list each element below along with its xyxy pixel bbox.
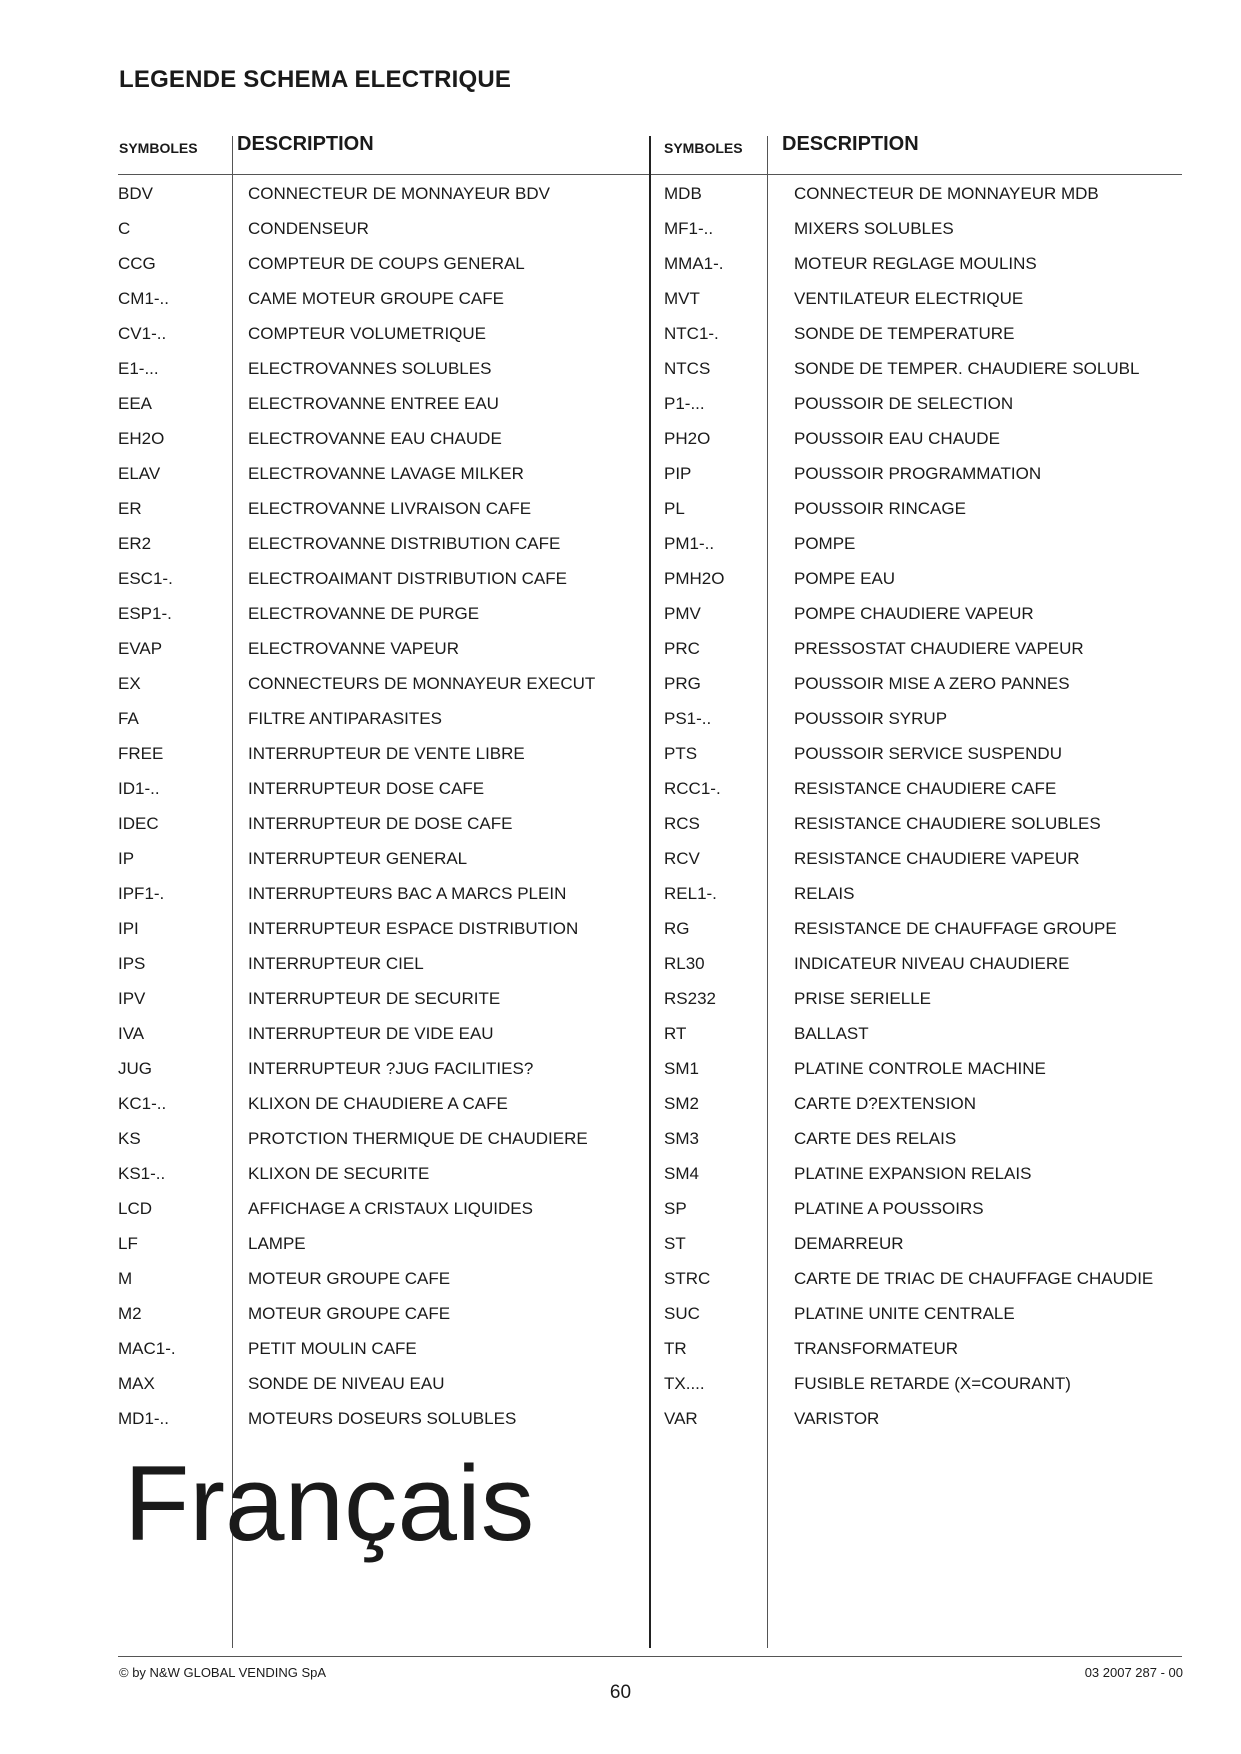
legend-row — [664, 386, 1184, 421]
legend-row — [664, 246, 1184, 281]
legend-symbol: IVA — [118, 1024, 145, 1043]
legend-symbol: KS1-.. — [118, 1164, 166, 1183]
legend-symbol: IPS — [118, 954, 146, 973]
legend-symbol: EH2O — [118, 429, 165, 448]
legend-symbol: NTC1-. — [664, 324, 719, 343]
legend-row — [664, 1261, 1184, 1296]
legend-symbol: PM1-.. — [664, 534, 715, 553]
legend-symbol: IPI — [118, 919, 139, 938]
legend-row — [664, 701, 1184, 736]
legend-symbol: PH2O — [664, 429, 711, 448]
legend-description: POUSSOIR SYRUP — [794, 709, 948, 728]
legend-row — [118, 806, 638, 841]
legend-row — [664, 981, 1184, 1016]
legend-description: CONNECTEURS DE MONNAYEUR EXECUT — [248, 674, 596, 693]
legend-row — [664, 526, 1184, 561]
legend-row — [118, 421, 638, 456]
legend-symbol: SUC — [664, 1304, 700, 1323]
legend-row — [118, 351, 638, 386]
legend-symbol: JUG — [118, 1059, 152, 1078]
language-label: Français — [124, 1443, 535, 1563]
legend-description: ELECTROVANNE VAPEUR — [248, 639, 459, 658]
legend-description: CONDENSEUR — [248, 219, 369, 238]
legend-description: RELAIS — [794, 884, 855, 903]
legend-symbol: MVT — [664, 289, 700, 308]
legend-row — [118, 561, 638, 596]
left-description-header: DESCRIPTION — [237, 133, 374, 155]
legend-description: ELECTROVANNE LAVAGE MILKER — [248, 464, 524, 483]
legend-description: ELECTROVANNE EAU CHAUDE — [248, 429, 502, 448]
legend-row — [664, 316, 1184, 351]
legend-row — [664, 351, 1184, 386]
legend-description: MOTEUR GROUPE CAFE — [248, 1269, 451, 1288]
legend-symbol: RCS — [664, 814, 700, 833]
legend-description: POUSSOIR DE SELECTION — [794, 394, 1014, 413]
legend-row — [118, 491, 638, 526]
legend-symbol: RT — [664, 1024, 687, 1043]
legend-row — [118, 666, 638, 701]
legend-description: KLIXON DE CHAUDIERE A CAFE — [248, 1094, 508, 1113]
legend-row — [664, 806, 1184, 841]
legend-description: ELECTROVANNE DE PURGE — [248, 604, 480, 623]
legend-row — [664, 666, 1184, 701]
legend-row — [118, 456, 638, 491]
legend-row — [118, 1226, 638, 1261]
legend-symbol: ER — [118, 499, 142, 518]
legend-description: RESISTANCE CHAUDIERE SOLUBLES — [794, 814, 1101, 833]
legend-description: RESISTANCE CHAUDIERE CAFE — [794, 779, 1057, 798]
legend-row — [118, 981, 638, 1016]
legend-row — [118, 631, 638, 666]
legend-row — [664, 911, 1184, 946]
legend-description: INTERRUPTEURS BAC A MARCS PLEIN — [248, 884, 567, 903]
legend-symbol: TR — [664, 1339, 687, 1358]
legend-symbol: SM3 — [664, 1129, 699, 1148]
legend-description: SONDE DE TEMPER. CHAUDIERE SOLUBL — [794, 359, 1140, 378]
legend-description: INTERRUPTEUR DE DOSE CAFE — [248, 814, 513, 833]
legend-description: POUSSOIR PROGRAMMATION — [794, 464, 1042, 483]
legend-symbol: MAX — [118, 1374, 155, 1393]
legend-description: PRISE SERIELLE — [794, 989, 932, 1008]
legend-symbol: EEA — [118, 394, 153, 413]
legend-symbol: PS1-.. — [664, 709, 712, 728]
legend-description: INTERRUPTEUR CIEL — [248, 954, 424, 973]
legend-description: POMPE EAU — [794, 569, 896, 588]
legend-description: PETIT MOULIN CAFE — [248, 1339, 417, 1358]
legend-symbol: STRC — [664, 1269, 711, 1288]
legend-row — [664, 876, 1184, 911]
legend-row — [664, 1086, 1184, 1121]
legend-row — [664, 841, 1184, 876]
center-divider — [649, 136, 651, 1648]
legend-symbol: ER2 — [118, 534, 152, 553]
legend-row — [118, 1156, 638, 1191]
legend-symbol: IPV — [118, 989, 146, 1008]
legend-symbol: REL1-. — [664, 884, 717, 903]
legend-row — [664, 631, 1184, 666]
footer-doc-code: 03 2007 287 - 00 — [1084, 1665, 1183, 1680]
legend-description: PRESSOSTAT CHAUDIERE VAPEUR — [794, 639, 1084, 658]
legend-row — [664, 1121, 1184, 1156]
legend-symbol: RCV — [664, 849, 700, 868]
legend-row — [664, 561, 1184, 596]
legend-row — [118, 1016, 638, 1051]
legend-row — [118, 281, 638, 316]
legend-description: COMPTEUR DE COUPS GENERAL — [248, 254, 525, 273]
legend-row — [118, 386, 638, 421]
legend-symbol: MDB — [664, 184, 702, 203]
legend-symbol: MMA1-. — [664, 254, 724, 273]
legend-symbol: LF — [118, 1234, 138, 1253]
legend-symbol: VAR — [664, 1409, 698, 1428]
legend-description: ELECTROVANNE LIVRAISON CAFE — [248, 499, 532, 518]
legend-row — [118, 246, 638, 281]
legend-row — [664, 211, 1184, 246]
legend-description: POUSSOIR EAU CHAUDE — [794, 429, 1000, 448]
legend-symbol: BDV — [118, 184, 153, 203]
legend-row — [118, 701, 638, 736]
legend-row — [664, 1156, 1184, 1191]
legend-symbol: PTS — [664, 744, 698, 763]
legend-row — [664, 1191, 1184, 1226]
legend-symbol: ST — [664, 1234, 686, 1253]
footer-rule — [118, 1656, 1182, 1657]
legend-description: CAME MOTEUR GROUPE CAFE — [248, 289, 504, 308]
legend-symbol: PRG — [664, 674, 701, 693]
legend-symbol: NTCS — [664, 359, 711, 378]
legend-symbol: MD1-.. — [118, 1409, 169, 1428]
legend-symbol: E1-... — [118, 359, 159, 378]
legend-row — [664, 1016, 1184, 1051]
legend-row — [118, 1331, 638, 1366]
legend-symbol: CCG — [118, 254, 156, 273]
legend-row — [664, 1331, 1184, 1366]
right-symbols-header: SYMBOLES — [664, 140, 743, 156]
legend-description: VARISTOR — [794, 1409, 880, 1428]
legend-description: CARTE DE TRIAC DE CHAUFFAGE CHAUDIE — [794, 1269, 1154, 1288]
legend-description: ELECTROVANNE ENTREE EAU — [248, 394, 499, 413]
legend-row — [664, 1401, 1184, 1436]
legend-symbol: RCC1-. — [664, 779, 721, 798]
legend-row — [664, 281, 1184, 316]
legend-symbol: PMH2O — [664, 569, 725, 588]
legend-symbol: C — [118, 219, 131, 238]
legend-description: POMPE — [794, 534, 856, 553]
left-legend-list — [118, 176, 638, 1436]
legend-row — [118, 771, 638, 806]
legend-symbol: IDEC — [118, 814, 159, 833]
legend-row — [664, 1226, 1184, 1261]
legend-symbol: RS232 — [664, 989, 716, 1008]
legend-symbol: ESP1-. — [118, 604, 172, 623]
legend-symbol: PL — [664, 499, 685, 518]
legend-row — [118, 1086, 638, 1121]
legend-description: CONNECTEUR DE MONNAYEUR MDB — [794, 184, 1099, 203]
legend-description: CONNECTEUR DE MONNAYEUR BDV — [248, 184, 550, 203]
legend-description: MIXERS SOLUBLES — [794, 219, 954, 238]
legend-row — [664, 1296, 1184, 1331]
legend-row — [118, 1401, 638, 1436]
legend-description: COMPTEUR VOLUMETRIQUE — [248, 324, 487, 343]
legend-row — [118, 876, 638, 911]
legend-description: POUSSOIR SERVICE SUSPENDU — [794, 744, 1062, 763]
legend-row — [118, 1121, 638, 1156]
legend-row — [664, 421, 1184, 456]
legend-symbol: SM4 — [664, 1164, 699, 1183]
legend-description: CARTE DES RELAIS — [794, 1129, 957, 1148]
legend-description: POMPE CHAUDIERE VAPEUR — [794, 604, 1034, 623]
legend-description: ELECTROAIMANT DISTRIBUTION CAFE — [248, 569, 567, 588]
legend-row — [118, 1191, 638, 1226]
legend-symbol: RG — [664, 919, 690, 938]
legend-description: KLIXON DE SECURITE — [248, 1164, 430, 1183]
legend-row — [664, 946, 1184, 981]
legend-description: INTERRUPTEUR DOSE CAFE — [248, 779, 485, 798]
legend-description: ELECTROVANNE DISTRIBUTION CAFE — [248, 534, 561, 553]
legend-row — [664, 1366, 1184, 1401]
legend-symbol: PIP — [664, 464, 692, 483]
legend-symbol: EX — [118, 674, 141, 693]
page-number: 60 — [609, 1682, 632, 1703]
legend-description: INTERRUPTEUR GENERAL — [248, 849, 468, 868]
legend-description: ELECTROVANNES SOLUBLES — [248, 359, 492, 378]
legend-description: INTERRUPTEUR DE VENTE LIBRE — [248, 744, 525, 763]
legend-row — [118, 316, 638, 351]
legend-row — [118, 211, 638, 246]
legend-description: PROTCTION THERMIQUE DE CHAUDIERE — [248, 1129, 588, 1148]
footer-copyright: © by N&W GLOBAL VENDING SpA — [119, 1665, 327, 1680]
legend-description: LAMPE — [248, 1234, 306, 1253]
legend-row — [118, 526, 638, 561]
legend-symbol: SM2 — [664, 1094, 699, 1113]
legend-description: FILTRE ANTIPARASITES — [248, 709, 442, 728]
legend-description: RESISTANCE CHAUDIERE VAPEUR — [794, 849, 1080, 868]
legend-description: RESISTANCE DE CHAUFFAGE GROUPE — [794, 919, 1117, 938]
legend-symbol: P1-... — [664, 394, 705, 413]
legend-row — [118, 911, 638, 946]
legend-row — [118, 736, 638, 771]
legend-description: POUSSOIR RINCAGE — [794, 499, 966, 518]
legend-description: INTERRUPTEUR ESPACE DISTRIBUTION — [248, 919, 579, 938]
legend-row — [118, 841, 638, 876]
page-title: LEGENDE SCHEMA ELECTRIQUE — [119, 66, 512, 93]
legend-symbol: EVAP — [118, 639, 163, 658]
legend-description: DEMARREUR — [794, 1234, 904, 1253]
legend-description: BALLAST — [794, 1024, 869, 1043]
legend-description: MOTEUR REGLAGE MOULINS — [794, 254, 1037, 273]
legend-row — [664, 736, 1184, 771]
legend-row — [664, 596, 1184, 631]
legend-symbol: KS — [118, 1129, 141, 1148]
legend-row — [118, 596, 638, 631]
legend-symbol: IPF1-. — [118, 884, 165, 903]
legend-symbol: CM1-.. — [118, 289, 169, 308]
left-symbols-header: SYMBOLES — [119, 140, 198, 156]
legend-description: PLATINE UNITE CENTRALE — [794, 1304, 1015, 1323]
legend-symbol: PMV — [664, 604, 701, 623]
legend-description: TRANSFORMATEUR — [794, 1339, 959, 1358]
legend-symbol: SM1 — [664, 1059, 699, 1078]
legend-symbol: FA — [118, 709, 139, 728]
legend-row — [118, 1296, 638, 1331]
legend-row — [118, 176, 638, 211]
legend-symbol: SP — [664, 1199, 687, 1218]
legend-symbol: KC1-.. — [118, 1094, 167, 1113]
legend-symbol: ESC1-. — [118, 569, 173, 588]
legend-symbol: MF1-.. — [664, 219, 714, 238]
legend-row — [664, 771, 1184, 806]
legend-description: POUSSOIR MISE A ZERO PANNES — [794, 674, 1070, 693]
legend-symbol: FREE — [118, 744, 164, 763]
legend-row — [664, 491, 1184, 526]
legend-description: MOTEURS DOSEURS SOLUBLES — [248, 1409, 517, 1428]
legend-description: AFFICHAGE A CRISTAUX LIQUIDES — [248, 1199, 533, 1218]
legend-description: MOTEUR GROUPE CAFE — [248, 1304, 451, 1323]
legend-description: INTERRUPTEUR DE SECURITE — [248, 989, 501, 1008]
legend-description: SONDE DE NIVEAU EAU — [248, 1374, 445, 1393]
legend-row — [118, 946, 638, 981]
legend-symbol: ID1-.. — [118, 779, 160, 798]
legend-symbol: TX.... — [664, 1374, 705, 1393]
legend-description: INTERRUPTEUR DE VIDE EAU — [248, 1024, 494, 1043]
legend-symbol: ELAV — [118, 464, 161, 483]
legend-description: PLATINE EXPANSION RELAIS — [794, 1164, 1032, 1183]
legend-description: VENTILATEUR ELECTRIQUE — [794, 289, 1024, 308]
legend-description: FUSIBLE RETARDE (X=COURANT) — [794, 1374, 1071, 1393]
legend-row — [118, 1261, 638, 1296]
legend-description: INTERRUPTEUR ?JUG FACILITIES? — [248, 1059, 534, 1078]
legend-description: PLATINE CONTROLE MACHINE — [794, 1059, 1046, 1078]
legend-row — [118, 1366, 638, 1401]
legend-symbol: LCD — [118, 1199, 153, 1218]
legend-row — [118, 1051, 638, 1086]
legend-description: SONDE DE TEMPERATURE — [794, 324, 1015, 343]
right-description-header: DESCRIPTION — [782, 133, 919, 155]
legend-description: PLATINE A POUSSOIRS — [794, 1199, 984, 1218]
legend-symbol: PRC — [664, 639, 700, 658]
legend-description: CARTE D?EXTENSION — [794, 1094, 977, 1113]
right-legend-list — [664, 176, 1184, 1436]
legend-description: INDICATEUR NIVEAU CHAUDIERE — [794, 954, 1070, 973]
legend-symbol: CV1-.. — [118, 324, 167, 343]
legend-row — [664, 176, 1184, 211]
legend-symbol: M — [118, 1269, 133, 1288]
legend-symbol: M2 — [118, 1304, 142, 1323]
legend-symbol: RL30 — [664, 954, 705, 973]
legend-row — [664, 456, 1184, 491]
legend-symbol: IP — [118, 849, 135, 868]
legend-row — [664, 1051, 1184, 1086]
legend-symbol: MAC1-. — [118, 1339, 176, 1358]
